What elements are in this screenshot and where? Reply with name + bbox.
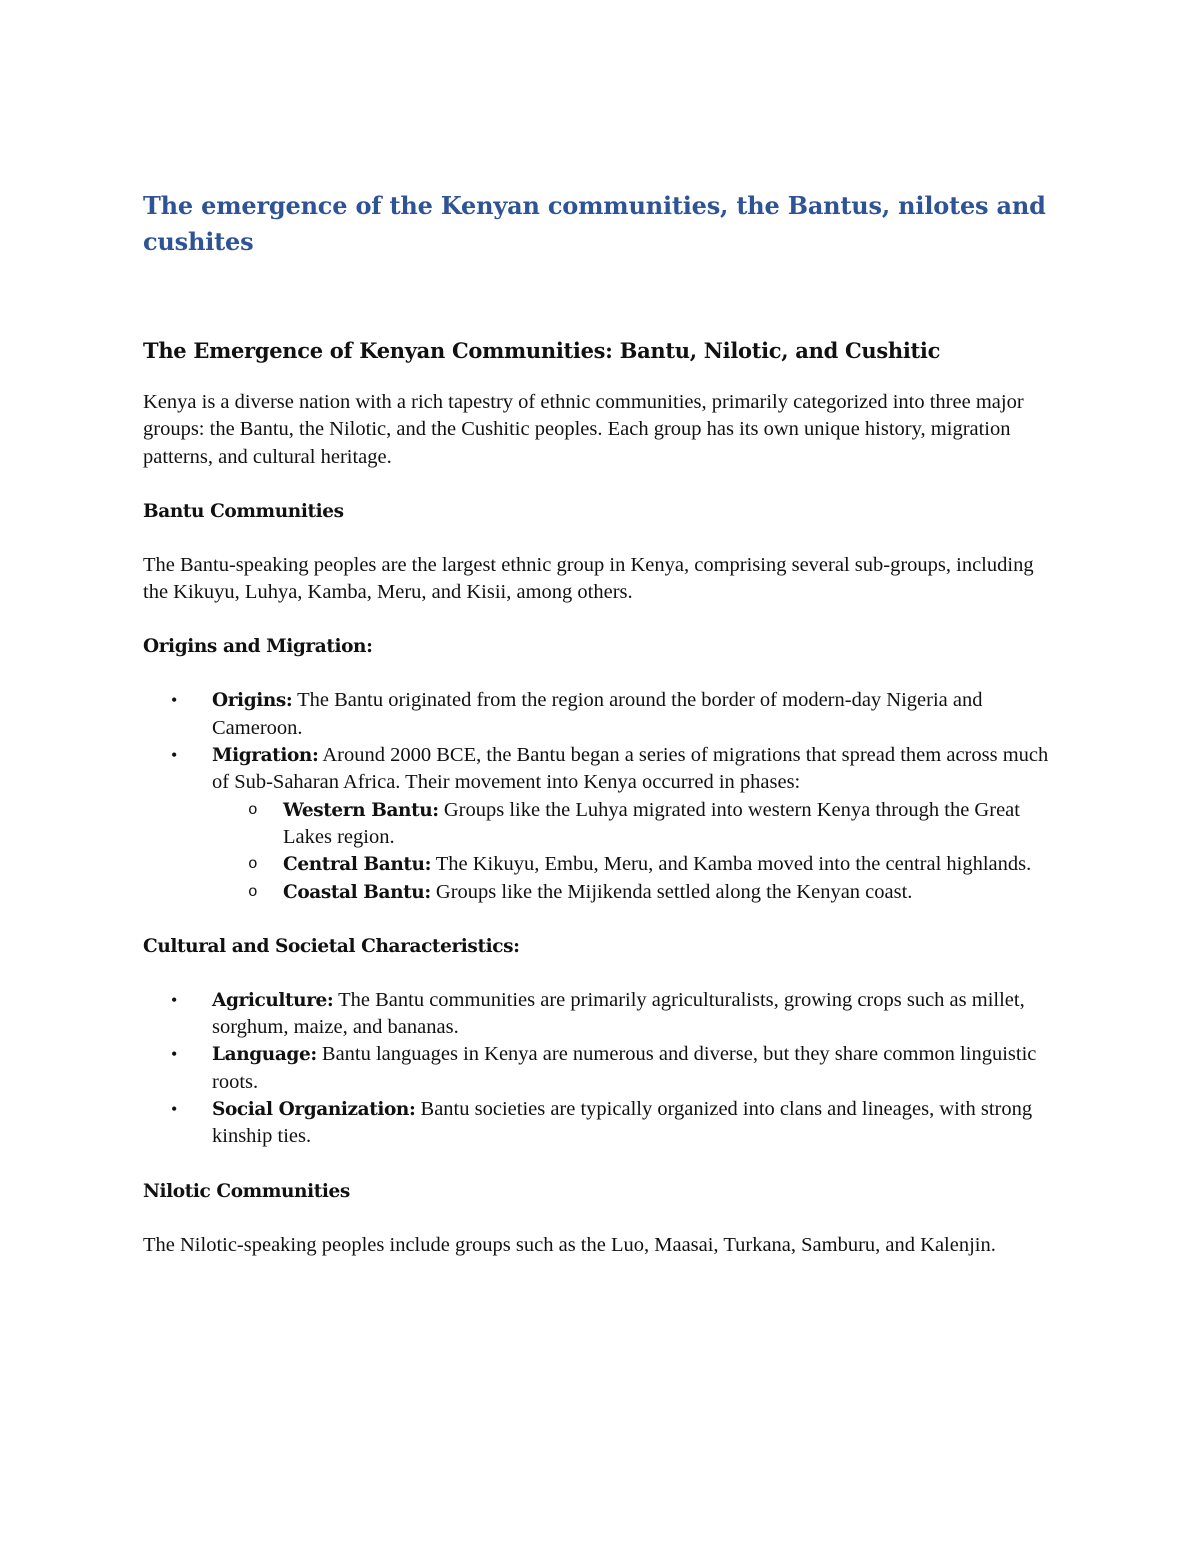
item-term: Social Organization: (212, 1099, 416, 1121)
item-term: Central Bantu: (283, 854, 431, 876)
sub-bullet-marker: o (248, 882, 258, 901)
origins-heading: Origins and Migration: (143, 636, 373, 658)
culture-heading: Cultural and Societal Characteristics: (143, 935, 520, 957)
origins-list (143, 687, 1063, 905)
item-text: Bantu languages in Kenya are numerous and diverse, but they share common linguistic roots. (212, 1043, 1037, 1093)
bullet-marker: • (171, 1099, 178, 1120)
item-term: Origins: (212, 690, 293, 712)
bullet-marker: • (171, 745, 178, 766)
intro-paragraph: Kenya is a diverse nation with a rich tapestry of ethnic communities, primarily categorized into three major groups: the Bantu, the Nilotic, and the Cushitic peoples. Each group has its own unique history, migration patterns, and cultural heritage. (143, 391, 1024, 468)
bullet-marker: • (171, 1044, 178, 1065)
sub-bullet-marker: o (248, 800, 258, 819)
list-item-central-bantu (143, 851, 1063, 878)
list-item-migration (143, 742, 1063, 906)
item-text: The Bantu communities are primarily agriculturalists, growing crops such as millet, sorghum, maize, and bananas. (212, 988, 1025, 1039)
item-text: The Bantu originated from the region around the border of modern-day Nigeria and Cameroon. (212, 689, 983, 739)
document-title: The emergence of the Kenyan communities, the Bantus, nilotes and cushites (143, 191, 1046, 256)
item-term: Western Bantu: (283, 799, 439, 821)
list-item-language (143, 1041, 1063, 1096)
list-item-western-bantu (143, 797, 1063, 852)
nilotic-description: The Nilotic-speaking peoples include groups such as the Luo, Maasai, Turkana, Samburu, and Kalenjin. (143, 1233, 996, 1256)
section-heading: The Emergence of Kenyan Communities: Bantu, Nilotic, and Cushitic (143, 338, 941, 363)
item-text: Groups like the Mijikenda settled along the Kenyan coast. (430, 880, 913, 903)
item-text: The Kikuyu, Embu, Meru, and Kamba moved into the central highlands. (431, 853, 1032, 876)
item-term: Agriculture: (212, 989, 334, 1011)
item-text: Groups like the Luhya migrated into western Kenya through the Great Lakes region. (283, 798, 1020, 848)
migration-phases-list (143, 797, 1063, 906)
item-term: Coastal Bantu: (283, 881, 431, 903)
list-item-origins (143, 687, 1063, 742)
nilotic-heading: Nilotic Communities (143, 1180, 350, 1202)
sub-bullet-marker: o (248, 855, 258, 874)
item-term: Language: (212, 1044, 317, 1066)
item-term: Migration: (212, 745, 319, 767)
bullet-marker: • (171, 690, 178, 711)
list-item-coastal-bantu (143, 879, 1063, 906)
document-page (143, 188, 1063, 1259)
bullet-marker: • (171, 989, 178, 1010)
bantu-description: The Bantu-speaking peoples are the largest ethnic group in Kenya, comprising several sub-groups, including the Kikuyu, Luhya, Kamba, Meru, and Kisii, among others. (143, 553, 1034, 604)
list-item-social-organization (143, 1096, 1063, 1151)
item-text: Around 2000 BCE, the Bantu began a series of migrations that spread them across much of Sub-Saharan Africa. Their movement into Kenya occurred in phases: (212, 744, 1049, 794)
item-text: Bantu societies are typically organized into clans and lineages, with strong kinship ties. (212, 1098, 1033, 1148)
list-item-agriculture (143, 987, 1063, 1042)
culture-list (143, 987, 1063, 1151)
bantu-heading: Bantu Communities (143, 500, 344, 522)
